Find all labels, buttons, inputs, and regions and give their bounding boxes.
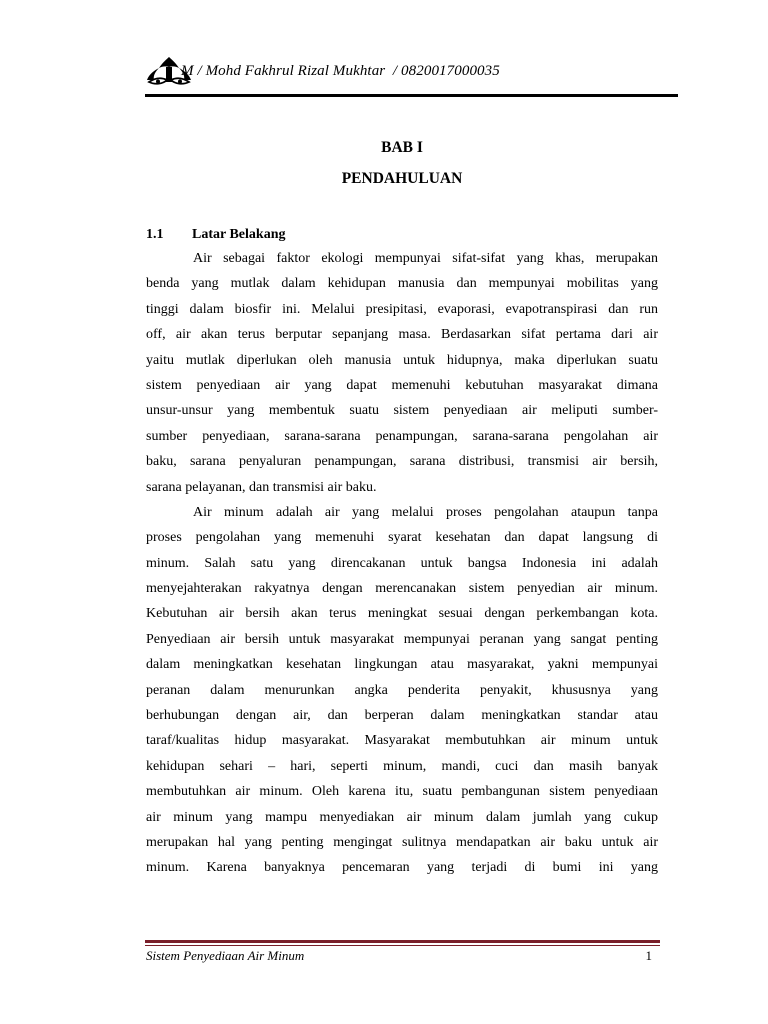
body-line: Kebutuhan air bersih akan terus meningkat sesuai dengan perkembangan kota. [146, 606, 658, 622]
page-header [145, 56, 678, 96]
body-line: taraf/kualitas hidup masyarakat. Masyarakat membutuhkan air minum untuk [146, 733, 658, 749]
body-line: Air sebagai faktor ekologi mempunyai sifat-sifat yang khas, merupakan [193, 251, 658, 266]
body-line: sumber penyediaan, sarana-sarana penampungan, sarana-sarana pengolahan air [146, 428, 658, 444]
section-heading [146, 227, 285, 243]
body-line: Air minum adalah air yang melalui proses pengolahan ataupun tanpa [193, 504, 658, 520]
body-line: sarana pelayanan, dan transmisi air baku. [146, 479, 377, 495]
header-rule [145, 94, 678, 97]
chapter-title: PENDAHULUAN [341, 170, 463, 187]
chapter-number: BAB I [381, 139, 423, 156]
body-paragraphs [146, 246, 658, 881]
body-line: membutuhkan air minum. Oleh karena itu, suatu pembangunan sistem penyediaan [146, 784, 658, 800]
section-number: 1.1 [146, 227, 164, 242]
body-line: tinggi dalam biosfir ini. Melalui presipitasi, evaporasi, evapotranspirasi dan run [146, 301, 658, 317]
footer-rule-thick [145, 940, 660, 943]
body-line: off, air akan terus berputar sepanjang masa. Berdasarkan sifat pertama dari air [146, 327, 658, 343]
body-line: air minum yang mampu menyediakan air minum dalam jumlah yang cukup [146, 809, 658, 825]
body-line: minum. Salah satu yang direncakanan untuk bangsa Indonesia ini adalah [146, 555, 658, 571]
body-line: baku, sarana penyaluran penampungan, sarana distribusi, transmisi air bersih, [146, 454, 658, 470]
body-line: peranan dalam menurunkan angka penderita penyakit, khususnya yang [146, 682, 658, 698]
body-line: kehidupan sehari – hari, seperti minum, mandi, cuci dan masih banyak [146, 758, 658, 774]
footer-title: Sistem Penyediaan Air Minum [146, 948, 305, 963]
body-line: benda yang mutlak dalam kehidupan manusia dan mempunyai mobilitas yang [146, 276, 658, 292]
section-title: Latar Belakang [192, 227, 286, 242]
body-line: unsur-unsur yang membentuk suatu sistem penyediaan air meliputi sumber- [146, 403, 658, 419]
body-line: yaitu mutlak diperlukan oleh manusia untuk hidupnya, maka diperlukan suatu [146, 352, 658, 368]
body-line: berhubungan dengan air, dan berperan dalam meningkatkan standar atau [146, 708, 658, 724]
body-line: Penyediaan air bersih untuk masyarakat mempunyai peranan yang sangat penting [146, 631, 658, 647]
body-line: merupakan hal yang penting mengingat sulitnya mendapatkan air baku untuk air [146, 834, 658, 850]
page-number: 1 [645, 948, 652, 963]
body-line: menyejahterakan rakyatnya dengan merencanakan sistem penyedian air minum. [146, 581, 658, 597]
body-line: minum. Karena banyaknya pencemaran yang terjadi di bumi ini yang [146, 860, 658, 876]
body-line: dalam meningkatkan kesehatan lingkungan atau masyarakat, yakni mempunyai [146, 657, 658, 673]
body-line: sistem penyediaan air yang dapat memenuhi kebutuhan masyarakat dimana [146, 377, 658, 393]
body-line: proses pengolahan yang memenuhi syarat kesehatan dan dapat langsung di [146, 530, 658, 546]
header-author-text: M / Mohd Fakhrul Rizal Mukhtar / 0820017000035 [181, 63, 500, 79]
footer-rule-thin [145, 945, 660, 946]
